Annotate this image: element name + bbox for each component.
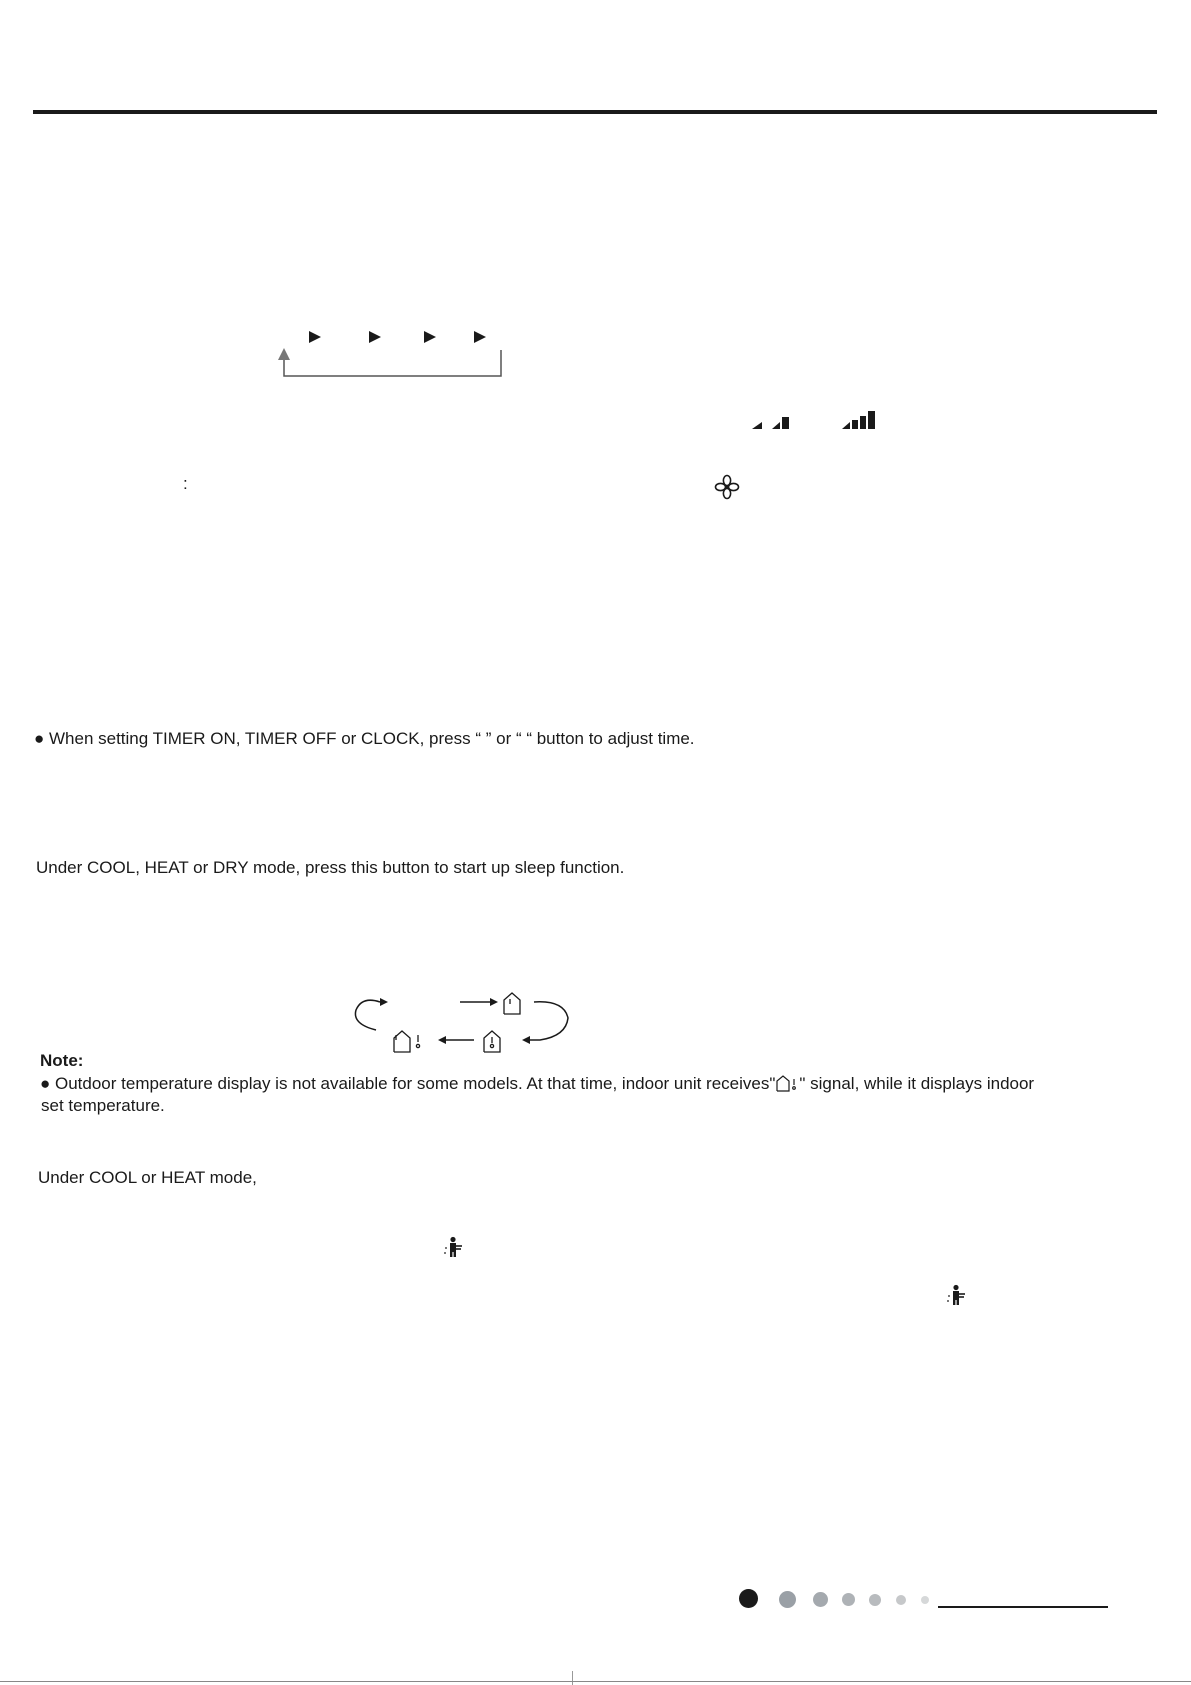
outdoor-temperature-icon [394,1031,420,1052]
indoor-temperature-icon [504,993,520,1014]
outdoor-temperature-icon [775,1074,799,1092]
colon-mark: : [183,474,188,493]
sleep-function-text: Under COOL, HEAT or DRY mode, press this button to start up sleep function. [36,858,625,877]
cycle-return-line [284,350,501,376]
footer-dot-3 [813,1592,828,1607]
bottom-center-mark [572,1671,573,1685]
cool-heat-mode-text: Under COOL or HEAT mode, [38,1168,257,1187]
temperature-display-cycle-diagram [352,990,572,1054]
set-temperature-icon [484,1031,500,1052]
cycle-arrow-1 [309,331,321,343]
cycle-return-arrowhead [278,348,290,360]
fan-speed-low-mid-icon [750,412,798,432]
cycle-left-curve [355,1000,380,1030]
note-title: Note: [40,1051,84,1070]
footer-dot-1 [739,1589,758,1608]
cycle-right-curve [530,1002,568,1040]
footer-dot-5 [869,1594,881,1606]
mode-cycle-diagram [270,326,510,382]
footer-dot-2 [779,1591,796,1608]
cycle-arrow-3 [424,331,436,343]
timer-adjust-note: ● When setting TIMER ON, TIMER OFF or CLOCK, press “ ” or “ “ button to adjust time. [34,729,695,748]
i-feel-person-icon [946,1284,968,1306]
cycle-arrow-4 [474,331,486,343]
fan-speed-high-icon [840,410,880,432]
header-rule [33,110,1157,114]
note-line-1-start: ● Outdoor temperature display is not available for some models. At that time, indoor unit receives" [40,1074,776,1093]
i-feel-person-icon [443,1236,465,1258]
note-line-1 [40,1074,1034,1094]
fan-icon [714,474,740,500]
footer-dot-7 [921,1596,929,1604]
note-line-1-end: " signal, while it displays indoor [799,1074,1035,1093]
note-line-2: set temperature. [41,1096,165,1115]
footer-page-line [938,1606,1108,1608]
cycle-arrow-2 [369,331,381,343]
bottom-edge-rule [0,1681,1191,1682]
footer-dot-4 [842,1593,855,1606]
footer-dot-6 [896,1595,906,1605]
